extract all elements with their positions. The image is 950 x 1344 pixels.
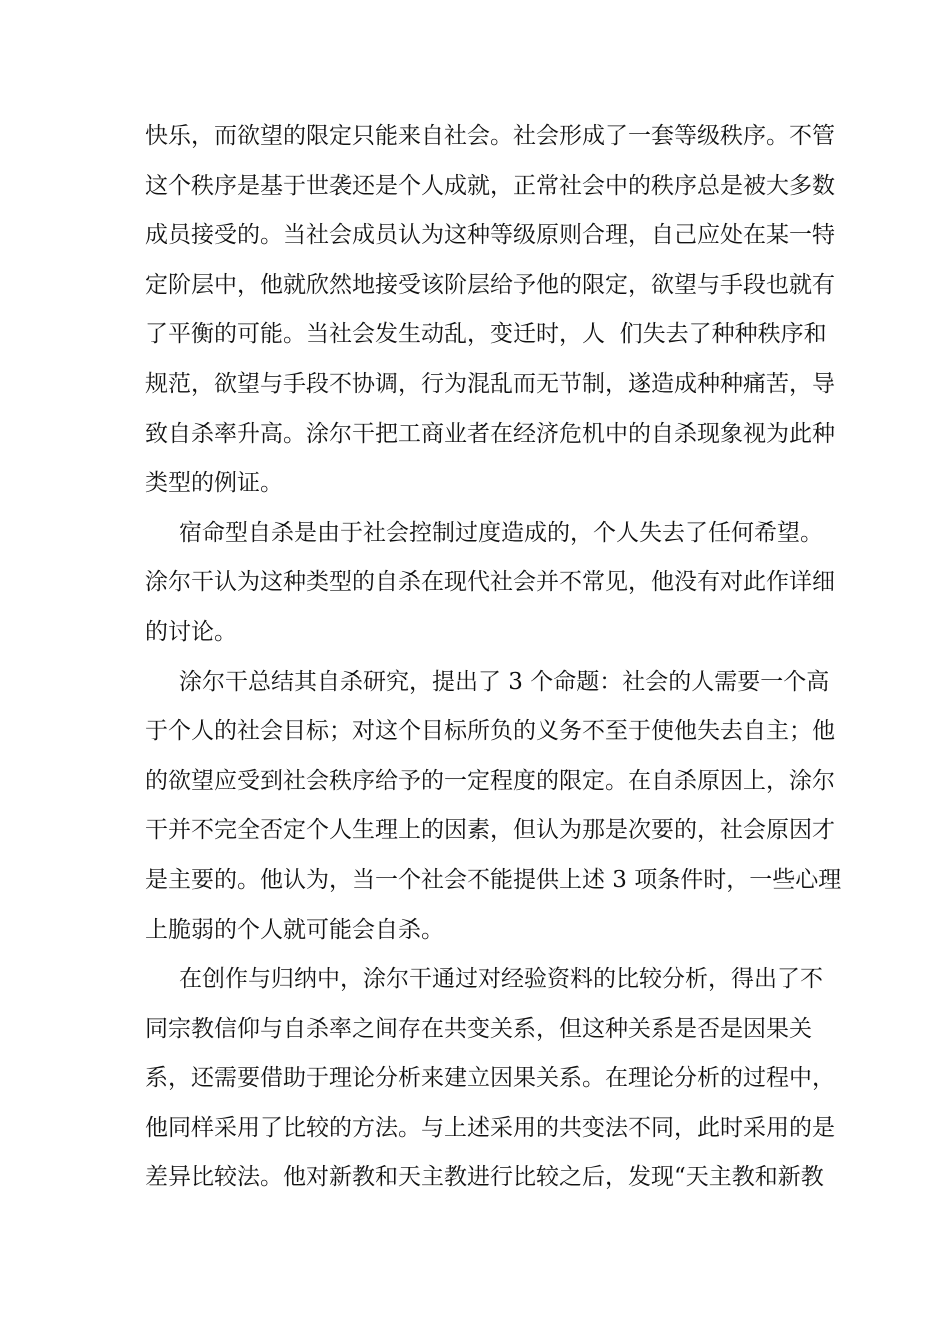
text-line: 致自杀率升高。涂尔干把工商业者在经济危机中的自杀现象视为此种	[145, 420, 835, 447]
text-line: 的讨论。	[145, 618, 237, 645]
text-line: 成员接受的。当社会成员认为这种等级原则合理，自己应处在某一特	[145, 222, 835, 249]
text-line: 定阶层中，他就欣然地接受该阶层给予他的限定，欲望与手段也就有	[145, 271, 835, 298]
paragraph-first-line: 宿命型自杀是由于社会控制过度造成的，个人失去了任何希望。	[179, 519, 823, 546]
body-text	[145, 112, 842, 1203]
text-line: 这个秩序是基于世袭还是个人成就，正常社会中的秩序总是被大多数	[145, 172, 835, 199]
text-line: 干并不完全否定个人生理上的因素，但认为那是次要的，社会原因才	[145, 817, 835, 844]
text-line: 上脆弱的个人就可能会自杀。	[145, 916, 444, 943]
text-line: 规范，欲望与手段不协调，行为混乱而无节制，遂造成种种痛苦，导	[145, 370, 835, 397]
text-line: 同宗教信仰与自杀率之间存在共变关系，但这种关系是否是因果关	[145, 1015, 812, 1042]
text-line: 了平衡的可能。当社会发生动乱，变迁时，人 们失去了种种秩序和	[145, 321, 827, 348]
text-line: 于个人的社会目标；对这个目标所负的义务不至于使他失去自主；他	[145, 718, 835, 745]
text-line: 是主要的。他认为，当一个社会不能提供上述 3 项条件时，一些心理	[145, 866, 842, 893]
text-line: 他同样采用了比较的方法。与上述采用的共变法不同，此时采用的是	[145, 1114, 835, 1141]
text-line: 差异比较法。他对新教和天主教进行比较之后，发现“天主教和新教	[145, 1164, 824, 1191]
text-line: 系，还需要借助于理论分析来建立因果关系。在理论分析的过程中，	[145, 1065, 835, 1092]
paragraph-first-line: 在创作与归纳中，涂尔干通过对经验资料的比较分析，得出了不	[179, 966, 823, 993]
text-line: 的欲望应受到社会秩序给予的一定程度的限定。在自杀原因上，涂尔	[145, 767, 835, 794]
text-line: 快乐，而欲望的限定只能来自社会。社会形成了一套等级秩序。不管	[145, 123, 835, 149]
paragraph-first-line: 涂尔干总结其自杀研究，提出了 3 个命题：社会的人需要一个高	[179, 668, 830, 695]
text-line: 类型的例证。	[145, 470, 283, 497]
text-line: 涂尔干认为这种类型的自杀在现代社会并不常见，他没有对此作详细	[145, 569, 835, 596]
